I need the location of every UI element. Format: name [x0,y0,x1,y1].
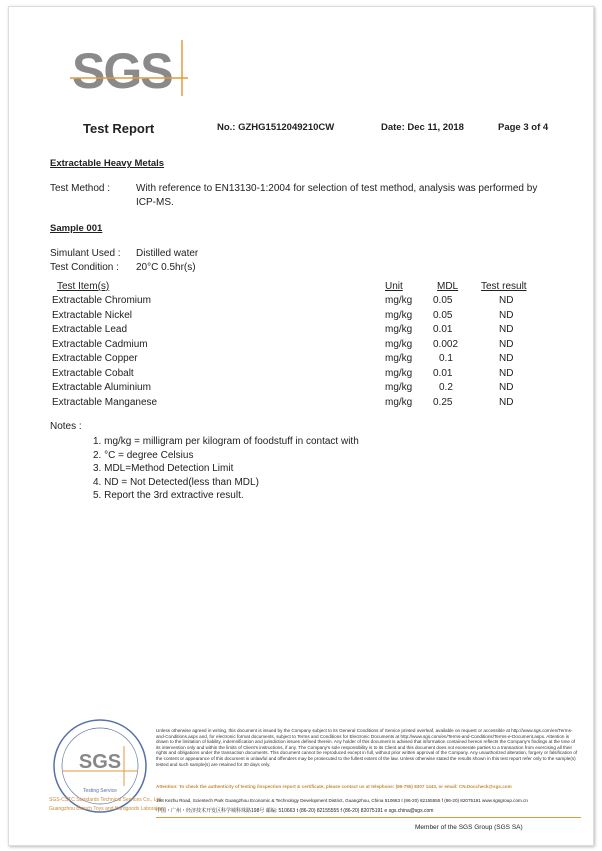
item-unit: mg/kg [385,382,413,393]
address-chinese: 中国・广州・经济技术开发区科学城科珠路198号 邮编: 510663 t (86-20) 82155555 f (86-20) 82075191 e sgs.china@sgs.com [156,808,434,814]
item-mdl: 0.002 [433,338,459,350]
item-unit: mg/kg [385,396,413,408]
condition-value: 20°C 0.5hr(s) [136,262,196,273]
item-name: Extractable Lead [52,324,128,335]
footer-divider [156,817,581,818]
method-value: With reference to EN13130-1:2004 for selection of test method, analysis was performed by [136,183,538,194]
simulant-value: Distilled water [136,248,199,259]
item-result: ND [499,324,514,335]
item-name: Extractable Copper [52,353,138,364]
col-header-item: Test Item(s) [57,281,110,292]
item-result: ND [499,309,514,321]
item-name: Extractable Cobalt [52,367,134,379]
report-number: No.: GZHG1512049210CW [217,122,335,133]
item-result: ND [499,338,514,350]
item-unit: mg/kg [385,309,413,321]
laboratory-name: Guangzhou Branch Toys and Hardgoods Laboratory [49,806,165,812]
item-result: ND [499,353,514,364]
item-mdl: 0.01 [433,367,453,379]
sgs-logo [70,38,188,98]
note-item: 2. °C = degree Celsius [93,449,194,461]
item-mdl: 0.05 [433,309,453,321]
note-item: 5. Report the 3rd extractive result. [93,490,244,501]
item-result: ND [499,396,514,408]
note-item: 4. ND = Not Detected(less than MDL) [93,476,259,488]
item-name: Extractable Aluminium [52,382,151,393]
item-name: Extractable Manganese [52,396,158,408]
authenticity-notice: Attention: To check the authenticity of testing /inspection report & certificate, please contact us at telephone: (86-755) 8307 1443, or email: CN.Doccheck@sgs.com [156,784,512,789]
disclaimer-text: Unless otherwise agreed in writing, this document is issued by the Company subject to its General Conditions of Service printed overleaf, available on request or accessible at http://www.sgs.com/en/Terms-and-Conditions.aspx and, for electronic format documents, subject to Terms and Conditions for Electronic Documents at http://www.sgs.com/en/Terms-and-Conditions/Terms-e-Document.aspx. Attention is drawn to the limitation of liability, indemnification and jurisdiction issues defined therein. Any holder of this document is advised that information contained hereon reflects the Company's findings at the time of its intervention only and within the limits of Client's instructions, if any. The Company's sole responsibility is to its Client and this document does not exonerate parties to a transaction from exercising all their rights and obligations under the transaction documents. This document cannot be reproduced except in full, without prior written approval of the Company. Any unauthorized alteration, forgery or falsification of the content or appearance of this document is unlawful and offenders may be prosecuted to the fullest extent of the law. Unless otherwise stated the results shown in this test report refer only to the sample(s) tested and such sample(s) are retained for 30 days only. [156,728,578,767]
item-result: ND [499,295,514,306]
note-item: 1. mg/kg = milligram per kilogram of foodstuff in contact with [93,436,359,447]
notes-label: Notes : [50,421,82,432]
item-result: ND [499,367,514,379]
item-name: Extractable Chromium [52,295,151,306]
item-unit: mg/kg [385,295,413,306]
item-unit: mg/kg [385,338,413,350]
item-mdl: 0.05 [433,295,453,306]
sample-title: Sample 001 [50,223,103,234]
method-value-2: ICP-MS. [136,197,174,208]
svg-text:Testing Service: Testing Service [83,788,117,794]
item-name: Extractable Cadmium [52,338,148,350]
report-title: Test Report [83,121,155,136]
item-mdl: 0.1 [439,353,453,364]
svg-text:SGS: SGS [78,751,122,773]
item-name: Extractable Nickel [52,309,133,321]
condition-label: Test Condition : [50,262,119,273]
note-item: 3. MDL=Method Detection Limit [93,463,234,474]
simulant-label: Simulant Used : [50,248,121,259]
svg-text:SGS: SGS [72,43,172,98]
method-label: Test Method : [50,183,111,194]
col-header-result: Test result [481,281,527,292]
item-result: ND [499,382,514,393]
page-number: Page 3 of 4 [498,122,549,133]
report-date: Date: Dec 11, 2018 [381,122,464,133]
section-title: Extractable Heavy Metals [50,158,165,169]
item-mdl: 0.2 [439,382,453,393]
company-name: SGS-CSTC Standards Technical Services Co., Ltd [49,797,161,803]
address-english: 198 Kezhu Road, Scientech Park Guangzhou Economic & Technology Development District, Guangzhou, China 510663 t (86-20) 82155555 f (86-20) 82075191 www.sgsgroup.com.cn [156,798,528,803]
col-header-unit: Unit [385,281,403,292]
item-mdl: 0.01 [433,324,453,335]
item-unit: mg/kg [385,367,413,379]
item-unit: mg/kg [385,324,413,335]
item-unit: mg/kg [385,353,413,364]
item-mdl: 0.25 [433,396,453,408]
member-text: Member of the SGS Group (SGS SA) [415,824,523,831]
col-header-mdl: MDL [437,281,459,292]
